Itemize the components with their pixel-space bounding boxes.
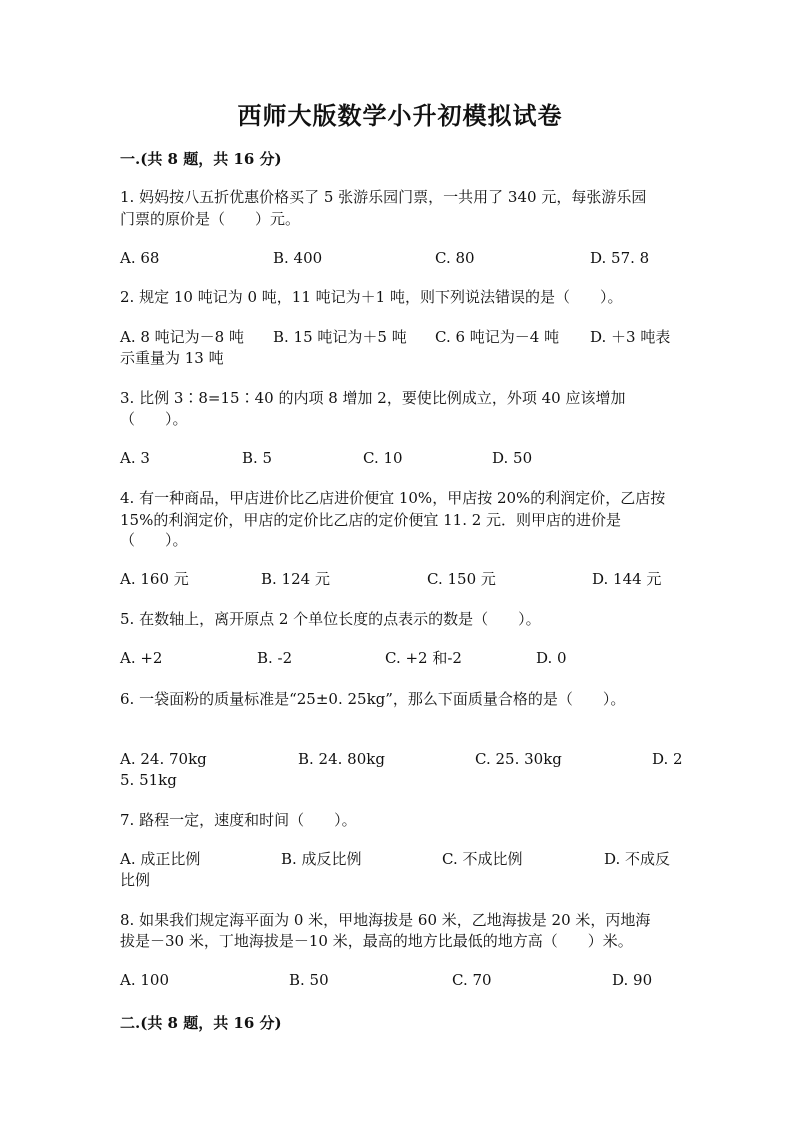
option-b[interactable]: B. 400	[273, 249, 323, 267]
option-c[interactable]: C. 不成比例	[442, 850, 523, 868]
question-text: 4. 有一种商品，甲店进价比乙店进价便宜 10%，甲店按 20%的利润定价，乙店按	[120, 489, 666, 507]
option-a[interactable]: A. 100	[120, 971, 169, 989]
option-c[interactable]: C. 25. 30kg	[475, 750, 562, 768]
option-d[interactable]: D. 57. 8	[590, 249, 650, 267]
option-c[interactable]: C. 6 吨记为－4 吨	[435, 328, 560, 346]
option-c[interactable]: C. 70	[452, 971, 492, 989]
question-text: 7. 路程一定，速度和时间（ ）。	[120, 811, 357, 829]
option-c[interactable]: C. 10	[363, 449, 403, 467]
option-d[interactable]: D. 2	[652, 750, 683, 768]
option-d[interactable]: D. 不成反	[604, 850, 671, 868]
question-text: （ ）。	[120, 531, 188, 549]
option-a[interactable]: A. 68	[120, 249, 160, 267]
option-d[interactable]: D. 144 元	[592, 570, 662, 588]
option-d-continued: 比例	[120, 871, 151, 889]
option-b[interactable]: B. -2	[257, 649, 293, 667]
question-text: 2. 规定 10 吨记为 0 吨，11 吨记为＋1 吨，则下列说法错误的是（ ）。	[120, 288, 623, 306]
option-b[interactable]: B. 124 元	[261, 570, 330, 588]
option-b[interactable]: B. 50	[289, 971, 329, 989]
question-text: （ ）。	[120, 410, 188, 428]
option-c[interactable]: C. 150 元	[427, 570, 496, 588]
option-d-continued: 5. 51kg	[120, 771, 177, 789]
section-heading-2: 二.(共 8 题，共 16 分)	[120, 1014, 282, 1032]
page-title: 西师大版数学小升初模拟试卷	[237, 101, 563, 130]
option-d[interactable]: D. 0	[536, 649, 567, 667]
question-text: 3. 比例 3∶8=15∶40 的内项 8 增加 2，要使比例成立，外项 40 应该增加	[120, 389, 626, 407]
option-a[interactable]: A. 8 吨记为－8 吨	[120, 328, 244, 346]
question-text: 1. 妈妈按八五折优惠价格买了 5 张游乐园门票，一共用了 340 元，每张游乐园	[120, 188, 647, 206]
section-heading-1: 一.(共 8 题，共 16 分)	[120, 150, 282, 168]
option-a[interactable]: A. 成正比例	[120, 850, 201, 868]
question-text: 6. 一袋面粉的质量标准是“25±0. 25kg”，那么下面质量合格的是（ ）。	[120, 690, 626, 708]
option-b[interactable]: B. 成反比例	[281, 850, 362, 868]
option-c[interactable]: C. 80	[435, 249, 475, 267]
option-a[interactable]: A. 24. 70kg	[120, 750, 207, 768]
option-b[interactable]: B. 5	[242, 449, 273, 467]
option-d-continued: 示重量为 13 吨	[120, 349, 224, 367]
option-d[interactable]: D. 90	[612, 971, 653, 989]
question-text: 门票的原价是（ ）元。	[120, 210, 301, 228]
option-a[interactable]: A. 3	[120, 449, 150, 467]
option-c[interactable]: C. +2 和-2	[385, 649, 462, 667]
option-b[interactable]: B. 24. 80kg	[298, 750, 385, 768]
option-a[interactable]: A. +2	[120, 649, 163, 667]
question-text: 8. 如果我们规定海平面为 0 米，甲地海拔是 60 米，乙地海拔是 20 米，丙地海	[120, 911, 651, 929]
option-d[interactable]: D. 50	[492, 449, 533, 467]
question-text: 5. 在数轴上，离开原点 2 个单位长度的点表示的数是（ ）。	[120, 610, 541, 628]
option-a[interactable]: A. 160 元	[120, 570, 189, 588]
option-b[interactable]: B. 15 吨记为＋5 吨	[273, 328, 407, 346]
option-d[interactable]: D. ＋3 吨表	[590, 328, 671, 346]
question-text: 拔是－30 米，丁地海拔是－10 米，最高的地方比最低的地方高（ ）米。	[120, 932, 633, 950]
question-text: 15%的利润定价，甲店的定价比乙店的定价便宜 11. 2 元．则甲店的进价是	[120, 511, 622, 529]
